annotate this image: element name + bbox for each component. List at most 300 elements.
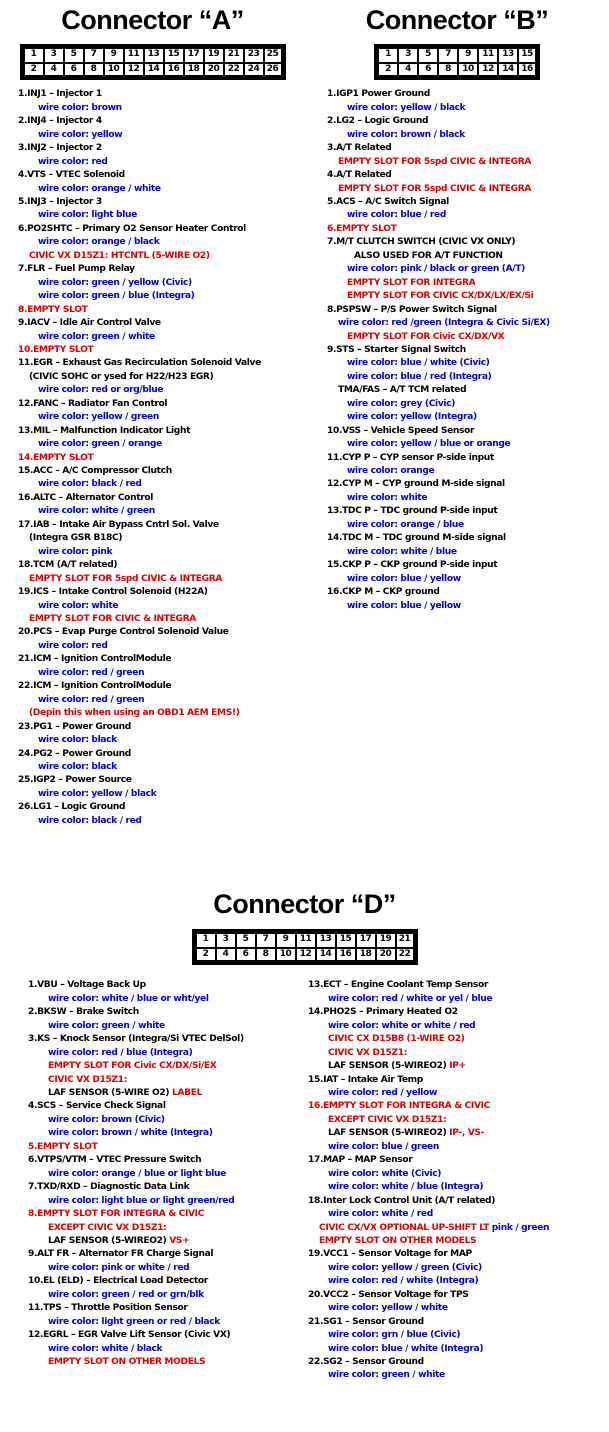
pin-entry-header bbox=[327, 304, 609, 317]
pin-name: LG2 – Logic Ground bbox=[336, 116, 429, 127]
pin-cell-5: 5 bbox=[417, 47, 437, 62]
pin-entry-header bbox=[327, 223, 609, 236]
pin-detail-line bbox=[308, 1181, 609, 1194]
pin-detail-text: wire color: green / orange bbox=[38, 439, 163, 450]
pin-detail-text: CIVIC VX D15Z1: HTCNTL (5-WIRE O2) bbox=[29, 250, 210, 261]
pin-detail-line bbox=[308, 1235, 609, 1248]
pin-name: A/T Related bbox=[336, 170, 392, 181]
pin-entry-header bbox=[18, 263, 305, 276]
pin-cell-23: 23 bbox=[243, 47, 263, 62]
pin-entry-header bbox=[327, 586, 609, 599]
pin-entry-13 bbox=[327, 505, 609, 532]
pin-detail-line bbox=[308, 1208, 609, 1221]
pin-cell-26: 26 bbox=[263, 62, 283, 77]
pin-cell-13: 13 bbox=[497, 47, 517, 62]
pin-detail-line bbox=[18, 290, 305, 303]
pin-cell-11: 11 bbox=[477, 47, 497, 62]
pin-detail-line bbox=[28, 1074, 300, 1087]
pin-entry-6 bbox=[28, 1154, 300, 1181]
pin-detail-text: wire color: red / white or yel / blue bbox=[328, 993, 493, 1004]
pin-detail-line bbox=[308, 1343, 609, 1356]
pin-cell-16: 16 bbox=[517, 62, 537, 77]
pin-entry-header bbox=[28, 1329, 300, 1342]
pin-number: 13. bbox=[308, 980, 324, 991]
pin-detail-line bbox=[327, 263, 609, 276]
pin-detail-text: wire color: pink bbox=[38, 546, 113, 557]
pin-entry-header bbox=[18, 169, 305, 182]
pin-cell-15: 15 bbox=[335, 932, 355, 947]
pin-name: PSPSW – P/S Power Switch Signal bbox=[336, 304, 497, 315]
pin-entry-5 bbox=[18, 196, 305, 223]
pin-entry-1 bbox=[327, 88, 609, 115]
pin-detail-line bbox=[327, 600, 609, 613]
pin-detail-line bbox=[18, 667, 305, 680]
pin-detail-text: wire color: white bbox=[38, 600, 119, 611]
pin-number: 4. bbox=[28, 1101, 38, 1112]
pin-detail-text: wire color: brown (Civic) bbox=[48, 1114, 165, 1125]
pin-cell-7: 7 bbox=[83, 47, 103, 62]
pin-entry-1 bbox=[28, 979, 300, 1006]
pin-name: VTPS/VTM – VTEC Pressure Switch bbox=[37, 1155, 202, 1166]
pin-number: 13. bbox=[18, 425, 34, 436]
pin-detail-line bbox=[18, 411, 305, 424]
pin-row-bottom bbox=[377, 62, 537, 77]
pin-cell-3: 3 bbox=[215, 932, 235, 947]
pin-number: 5. bbox=[18, 196, 28, 207]
pin-row-top bbox=[377, 47, 537, 62]
pin-detail-line bbox=[18, 102, 305, 115]
pin-cell-15: 15 bbox=[517, 47, 537, 62]
pin-detail-text: (Depin this when using an OBD1 AEM EMS!) bbox=[29, 708, 240, 719]
pin-entry-21 bbox=[18, 653, 305, 680]
pin-detail-text: CIVIC CX/VX OPTIONAL UP-SHIFT LT bbox=[319, 1222, 492, 1233]
pin-detail-line bbox=[327, 250, 609, 263]
connector-d-pin-list-right bbox=[300, 979, 609, 1383]
pin-name: ICM – Ignition ControlModule bbox=[33, 654, 172, 665]
pin-entry-header bbox=[28, 1100, 300, 1113]
pin-detail-text: wire color: red or org/blue bbox=[38, 385, 164, 396]
pin-entry-7 bbox=[327, 236, 609, 303]
pin-entry-header bbox=[327, 478, 609, 491]
pin-detail-line bbox=[327, 519, 609, 532]
pin-entry-4 bbox=[28, 1100, 300, 1140]
pin-number: 21. bbox=[308, 1316, 324, 1327]
pin-detail-text: wire color: yellow / green (Civic) bbox=[328, 1262, 482, 1273]
pin-number: 3. bbox=[327, 143, 337, 154]
pin-name: EMPTY SLOT FOR INTEGRA & CIVIC bbox=[323, 1101, 491, 1112]
pin-entry-header bbox=[308, 1356, 609, 1369]
pin-detail-tail: pink / green bbox=[491, 1222, 550, 1233]
pin-number: 21. bbox=[18, 654, 34, 665]
pin-row-bottom bbox=[23, 62, 283, 77]
pin-cell-7: 7 bbox=[437, 47, 457, 62]
pin-name: FLR – Fuel Pump Relay bbox=[27, 264, 135, 275]
pin-detail-line bbox=[327, 331, 609, 344]
pin-entry-header bbox=[18, 223, 305, 236]
pin-name: CYP M – CYP ground M-side signal bbox=[342, 479, 505, 490]
pin-detail-line bbox=[327, 156, 609, 169]
pin-entry-header bbox=[308, 1248, 609, 1261]
pin-detail-line bbox=[18, 209, 305, 222]
pin-detail-text: wire color: pink / black or green (A/T) bbox=[347, 264, 525, 275]
pin-cell-5: 5 bbox=[235, 932, 255, 947]
pin-name: STS – Starter Signal Switch bbox=[336, 344, 466, 355]
pin-number: 15. bbox=[327, 560, 343, 571]
pin-entry-header bbox=[327, 532, 609, 545]
pin-name: PCS – Evap Purge Control Solenoid Value bbox=[33, 627, 229, 638]
pin-detail-line bbox=[327, 573, 609, 586]
pin-detail-text: wire color: yellow bbox=[38, 129, 123, 140]
pin-entry-7 bbox=[18, 263, 305, 303]
pin-number: 10. bbox=[28, 1276, 44, 1287]
pin-cell-4: 4 bbox=[397, 62, 417, 77]
pin-name: CKP M – CKP ground bbox=[342, 587, 440, 598]
pin-cell-16: 16 bbox=[163, 62, 183, 77]
pin-entry-15 bbox=[308, 1074, 609, 1101]
pin-name: CYP P – CYP sensor P-side input bbox=[342, 452, 494, 463]
pin-number: 1. bbox=[28, 980, 38, 991]
pin-detail-text: CIVIC CX D15B8 (1-WIRE O2) bbox=[328, 1034, 465, 1045]
pin-detail-line bbox=[327, 102, 609, 115]
pin-name: EMPTY SLOT bbox=[33, 452, 94, 463]
pin-detail-text: CIVIC VX D15Z1: bbox=[48, 1074, 128, 1085]
pin-name: TCM (A/T related) bbox=[33, 560, 118, 571]
pin-number: 24. bbox=[18, 748, 34, 759]
pin-number: 23. bbox=[18, 721, 34, 732]
pin-entry-header bbox=[28, 1181, 300, 1194]
pin-entry-12 bbox=[28, 1329, 300, 1369]
pin-detail-text: EMPTY SLOT FOR 5spd CIVIC & INTEGRA bbox=[338, 156, 532, 167]
pin-detail-tail: LABEL bbox=[172, 1087, 203, 1098]
pin-name: INJ1 – Injector 1 bbox=[27, 89, 102, 100]
pin-number: 11. bbox=[327, 452, 343, 463]
pin-entry-11 bbox=[28, 1302, 300, 1329]
pin-name: TXD/RXD – Diagnostic Data Link bbox=[37, 1182, 190, 1193]
pin-entry-16 bbox=[18, 492, 305, 519]
pin-detail-line bbox=[18, 371, 305, 384]
pin-detail-text: EXCEPT CIVIC VX D15Z1: bbox=[328, 1114, 447, 1125]
pin-detail-line bbox=[18, 600, 305, 613]
pin-entry-header bbox=[28, 1208, 300, 1221]
pin-entry-19 bbox=[308, 1248, 609, 1288]
connector-a-pin-diagram-wrap bbox=[0, 44, 305, 80]
pin-entry-header bbox=[327, 425, 609, 438]
pin-detail-text: wire color: blue / yellow bbox=[347, 573, 461, 584]
pin-cell-9: 9 bbox=[103, 47, 123, 62]
pin-name: ICM – Ignition ControlModule bbox=[33, 681, 172, 692]
pin-detail-line bbox=[18, 331, 305, 344]
pin-cell-14: 14 bbox=[497, 62, 517, 77]
pin-detail-line bbox=[18, 613, 305, 626]
pin-detail-text: EMPTY SLOT ON OTHER MODELS bbox=[48, 1357, 206, 1368]
pin-detail-line bbox=[18, 694, 305, 707]
pin-detail-text: wire color: red / white (Integra) bbox=[328, 1276, 479, 1287]
pin-entry-12 bbox=[327, 478, 609, 505]
pin-entry-10 bbox=[327, 425, 609, 452]
pin-entry-11 bbox=[18, 357, 305, 397]
pin-name: EMPTY SLOT FOR INTEGRA & CIVIC bbox=[37, 1209, 205, 1220]
pin-entry-10 bbox=[28, 1275, 300, 1302]
pin-detail-line bbox=[327, 411, 609, 424]
pin-cell-8: 8 bbox=[437, 62, 457, 77]
pin-detail-line bbox=[308, 1222, 609, 1235]
pin-detail-line bbox=[18, 384, 305, 397]
pin-detail-line bbox=[18, 788, 305, 801]
pin-detail-line bbox=[18, 707, 305, 720]
pin-detail-text: (CIVIC SOHC or ysed for H22/H23 EGR) bbox=[29, 371, 214, 382]
pin-number: 2. bbox=[327, 116, 337, 127]
pin-name: VBU – Voltage Back Up bbox=[37, 980, 146, 991]
pin-entry-8 bbox=[18, 304, 305, 317]
pin-entry-17 bbox=[18, 519, 305, 559]
pin-entry-header bbox=[308, 979, 609, 992]
pin-number: 15. bbox=[308, 1074, 324, 1085]
pin-entry-22 bbox=[18, 680, 305, 720]
pin-name: VTS – VTEC Solenoid bbox=[27, 170, 125, 181]
pin-detail-line bbox=[18, 761, 305, 774]
pin-entry-header bbox=[308, 1100, 609, 1113]
pin-detail-text: wire color: yellow (Integra) bbox=[347, 412, 477, 423]
pin-entry-24 bbox=[18, 748, 305, 775]
pin-number: 7. bbox=[327, 237, 337, 248]
pin-number: 25. bbox=[18, 775, 34, 786]
pin-cell-6: 6 bbox=[63, 62, 83, 77]
pin-detail-text: wire color: orange / blue bbox=[347, 519, 464, 530]
pin-number: 20. bbox=[308, 1289, 324, 1300]
pin-detail-text: wire color: white / red bbox=[328, 1209, 433, 1220]
pin-entry-header bbox=[28, 1154, 300, 1167]
pin-detail-line bbox=[18, 438, 305, 451]
pin-detail-text: wire color: orange / white bbox=[38, 183, 161, 194]
pin-entry-header bbox=[28, 1302, 300, 1315]
pin-number: 10. bbox=[327, 425, 343, 436]
pin-detail-text: wire color: black bbox=[38, 762, 117, 772]
pin-cell-22: 22 bbox=[223, 62, 243, 77]
pin-entry-header bbox=[18, 357, 305, 370]
pin-name: FANC – Radiator Fan Control bbox=[33, 398, 168, 409]
pin-entry-header bbox=[327, 196, 609, 209]
pin-detail-line bbox=[308, 1020, 609, 1033]
pin-detail-text: wire color: red /green (Integra & Civic Si/EX) bbox=[338, 318, 550, 329]
pin-entry-2 bbox=[28, 1006, 300, 1033]
pin-number: 26. bbox=[18, 802, 34, 813]
pin-entry-header bbox=[28, 1033, 300, 1046]
pin-number: 1. bbox=[327, 89, 337, 100]
pin-detail-line bbox=[28, 1127, 300, 1140]
pin-cell-24: 24 bbox=[243, 62, 263, 77]
connector-a-section bbox=[0, 0, 305, 828]
pin-detail-text: wire color: orange / black bbox=[38, 237, 160, 248]
pin-detail-line bbox=[28, 1262, 300, 1275]
pin-detail-text: wire color: light blue or light green/red bbox=[48, 1195, 235, 1206]
pin-name: VSS – Vehicle Speed Sensor bbox=[342, 425, 475, 436]
pin-entry-17 bbox=[308, 1154, 609, 1194]
pin-name: CKP P – CKP ground P-side input bbox=[342, 560, 498, 571]
pin-entry-22 bbox=[308, 1356, 609, 1383]
pin-detail-text: wire color: blue / yellow bbox=[347, 600, 461, 611]
pin-entry-header bbox=[18, 115, 305, 128]
pin-entry-header bbox=[18, 465, 305, 478]
pin-cell-9: 9 bbox=[457, 47, 477, 62]
pin-detail-text: wire color: orange / blue or light blue bbox=[48, 1168, 226, 1179]
pin-detail-text: wire color: brown / black bbox=[347, 129, 465, 140]
connector-b-pin-diagram bbox=[374, 44, 540, 80]
pin-entry-18 bbox=[18, 559, 305, 586]
pin-cell-8: 8 bbox=[255, 947, 275, 962]
pin-name: EMPTY SLOT bbox=[27, 304, 88, 315]
pin-detail-text: wire color: black / red bbox=[38, 479, 142, 490]
pin-name: MAP – MAP Sensor bbox=[323, 1155, 413, 1166]
pin-name: IAT – Intake Air Temp bbox=[323, 1074, 423, 1085]
pin-entry-9 bbox=[28, 1248, 300, 1275]
pin-entry-header bbox=[18, 586, 305, 599]
pin-entry-header bbox=[18, 142, 305, 155]
pin-entry-header bbox=[18, 88, 305, 101]
pin-cell-14: 14 bbox=[143, 62, 163, 77]
pin-number: 14. bbox=[18, 452, 34, 463]
pin-cell-5: 5 bbox=[63, 47, 83, 62]
pin-name: LG1 – Logic Ground bbox=[33, 802, 126, 813]
pin-detail-text: wire color: green / white bbox=[48, 1020, 165, 1031]
pin-cell-4: 4 bbox=[43, 62, 63, 77]
pin-name: M/T CLUTCH SWITCH (CIVIC VX ONLY) bbox=[336, 237, 516, 248]
pin-name: SG1 – Sensor Ground bbox=[323, 1316, 424, 1327]
pin-detail-line bbox=[18, 573, 305, 586]
pin-entry-header bbox=[18, 492, 305, 505]
pin-detail-text: wire color: yellow / black bbox=[347, 102, 466, 113]
pin-detail-line bbox=[327, 317, 609, 330]
pin-cell-8: 8 bbox=[83, 62, 103, 77]
pin-name: ECT – Engine Coolant Temp Sensor bbox=[323, 980, 489, 991]
pin-detail-line bbox=[327, 398, 609, 411]
pin-number: 10. bbox=[18, 344, 34, 355]
pin-entry-23 bbox=[18, 721, 305, 748]
pin-cell-1: 1 bbox=[195, 932, 215, 947]
pin-name: EMPTY SLOT bbox=[33, 344, 94, 355]
pin-detail-line bbox=[18, 478, 305, 491]
pin-cell-14: 14 bbox=[315, 947, 335, 962]
pin-detail-text: EMPTY SLOT ON OTHER MODELS bbox=[319, 1235, 477, 1246]
connector-a-pin-diagram bbox=[20, 44, 286, 80]
pin-entry-header bbox=[18, 452, 305, 465]
pin-detail-line bbox=[18, 156, 305, 169]
pin-detail-line bbox=[18, 236, 305, 249]
pin-detail-text: wire color: blue / red (Integra) bbox=[347, 371, 492, 382]
pin-cell-12: 12 bbox=[477, 62, 497, 77]
pin-detail-text: wire color: white / green bbox=[38, 506, 155, 517]
pin-cell-20: 20 bbox=[203, 62, 223, 77]
connector-d-pin-diagram bbox=[192, 929, 418, 965]
pin-number: 16. bbox=[308, 1101, 324, 1112]
pin-number: 4. bbox=[327, 170, 337, 181]
pin-name: ACS – A/C Switch Signal bbox=[336, 196, 449, 207]
pin-name: PO2SHTC – Primary O2 Sensor Heater Control bbox=[27, 223, 246, 234]
pin-entry-header bbox=[28, 1006, 300, 1019]
pin-name: ICS – Intake Control Solenoid (H22A) bbox=[33, 587, 208, 598]
pin-entry-header bbox=[18, 398, 305, 411]
pin-detail-text: wire color: pink or white / red bbox=[48, 1262, 190, 1273]
pin-name: KS – Knock Sensor (Integra/Si VTEC DelSol) bbox=[37, 1034, 244, 1045]
pin-name: ACC – A/C Compressor Clutch bbox=[33, 466, 172, 477]
pin-detail-line bbox=[327, 492, 609, 505]
pin-entry-header bbox=[327, 88, 609, 101]
pin-number: 17. bbox=[308, 1155, 324, 1166]
pin-number: 22. bbox=[18, 681, 34, 692]
pin-detail-text: EMPTY SLOT FOR Civic CX/DX/VX bbox=[347, 331, 505, 342]
pin-detail-text: wire color: red / yellow bbox=[328, 1087, 438, 1098]
pin-entry-header bbox=[327, 505, 609, 518]
pin-detail-text: wire color: red / green bbox=[38, 667, 145, 678]
pin-detail-text: wire color: brown bbox=[38, 102, 122, 113]
pin-row-bottom bbox=[195, 947, 415, 962]
pin-detail-line bbox=[28, 1114, 300, 1127]
pin-detail-text: wire color: white bbox=[347, 492, 428, 503]
pin-number: 12. bbox=[28, 1330, 44, 1341]
pin-entry-header bbox=[327, 236, 609, 249]
pin-detail-line bbox=[28, 1087, 300, 1100]
pin-detail-text: EXCEPT CIVIC VX D15Z1: bbox=[48, 1222, 167, 1233]
pin-entry-header bbox=[308, 1006, 609, 1019]
pin-entry-7 bbox=[28, 1181, 300, 1208]
pin-name: IACV – Idle Air Control Valve bbox=[27, 318, 161, 329]
pin-detail-text: wire color: white / blue bbox=[347, 546, 457, 557]
pin-entry-header bbox=[28, 1248, 300, 1261]
pin-name: EGRL – EGR Valve Lift Sensor (Civic VX) bbox=[43, 1330, 231, 1341]
pin-detail-tail: IP+ bbox=[449, 1061, 466, 1072]
pin-detail-line bbox=[327, 438, 609, 451]
connector-d-right-column bbox=[300, 979, 609, 1383]
pin-detail-text: wire color: white / blue or wht/yel bbox=[48, 993, 209, 1004]
pin-number: 7. bbox=[28, 1182, 38, 1193]
pin-entry-2 bbox=[327, 115, 609, 142]
pin-cell-1: 1 bbox=[23, 47, 43, 62]
pin-entry-19 bbox=[18, 586, 305, 626]
pin-name: INJ4 – Injector 4 bbox=[27, 116, 102, 127]
pin-detail-line bbox=[28, 1235, 300, 1248]
pin-number: 16. bbox=[327, 587, 343, 598]
pin-detail-text: CIVIC VX D15Z1: bbox=[328, 1047, 408, 1058]
pin-name: EMPTY SLOT bbox=[336, 223, 397, 234]
pin-number: 16. bbox=[18, 492, 34, 503]
pin-name: PG1 – Power Ground bbox=[33, 721, 131, 732]
pin-name: ALT FR – Alternator FR Charge Signal bbox=[37, 1249, 214, 1260]
pin-number: 14. bbox=[308, 1007, 324, 1018]
pin-cell-2: 2 bbox=[377, 62, 397, 77]
pin-cell-6: 6 bbox=[235, 947, 255, 962]
pin-detail-text: EMPTY SLOT FOR CIVIC & INTEGRA bbox=[29, 614, 196, 625]
pin-entry-16 bbox=[327, 586, 609, 613]
pin-entry-11 bbox=[327, 452, 609, 479]
pin-detail-text: EMPTY SLOT FOR CIVIC CX/DX/LX/EX/Si bbox=[347, 291, 534, 302]
pin-entry-header bbox=[18, 425, 305, 438]
pin-name: SCS – Service Check Signal bbox=[37, 1101, 166, 1112]
pin-entry-5 bbox=[327, 196, 609, 223]
pin-entry-2 bbox=[18, 115, 305, 142]
pin-entry-21 bbox=[308, 1316, 609, 1356]
pin-detail-text: wire color: red bbox=[38, 156, 108, 167]
pin-entry-header bbox=[18, 801, 305, 814]
connector-d-section bbox=[0, 889, 609, 1381]
pin-number: 3. bbox=[28, 1034, 38, 1045]
pin-entry-13 bbox=[308, 979, 609, 1006]
pin-entry-header bbox=[327, 344, 609, 357]
pin-detail-text: wire color: black bbox=[38, 735, 117, 746]
pin-detail-text: wire color: green / white bbox=[38, 331, 155, 342]
pin-detail-line bbox=[308, 1275, 609, 1288]
pin-detail-line bbox=[18, 532, 305, 545]
pin-detail-line bbox=[18, 815, 305, 828]
pin-entry-12 bbox=[18, 398, 305, 425]
